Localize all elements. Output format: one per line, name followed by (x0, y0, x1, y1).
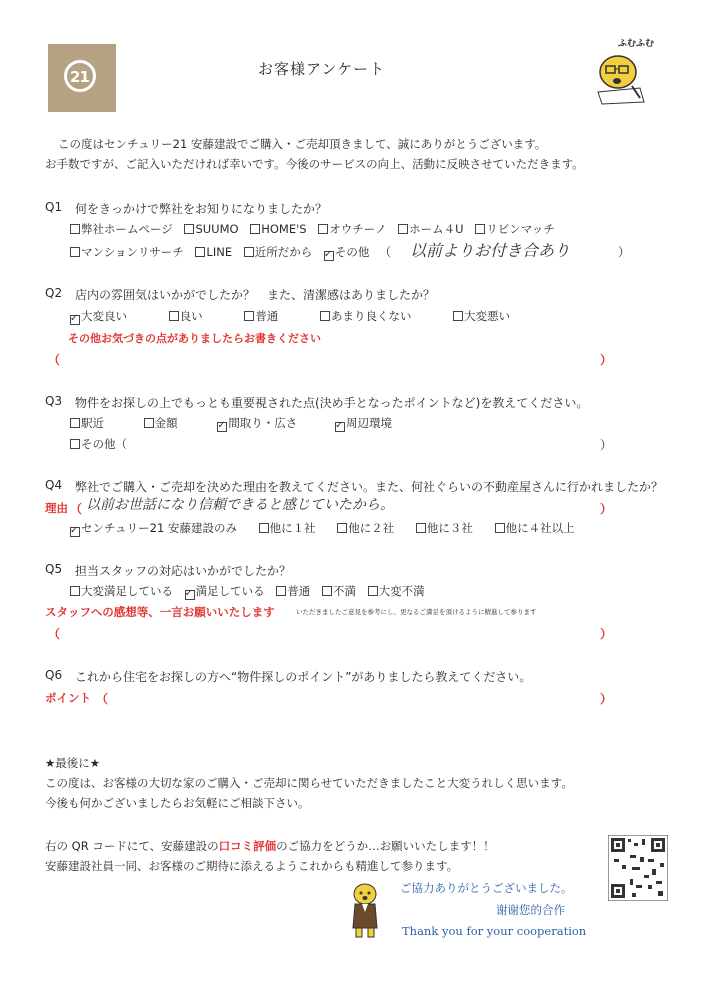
q2-label: Q2 (45, 286, 63, 300)
checkbox-icon (244, 247, 254, 257)
q3-opt-environment[interactable]: ✓ 周辺環境 (334, 416, 392, 431)
closing-heading: ★最後に★ (45, 756, 101, 770)
checkbox-icon (259, 523, 269, 533)
q1-opt-homes[interactable]: HOME'S (250, 222, 306, 236)
paren-open: （ (48, 353, 61, 367)
checkbox-checked-icon: ✓ (70, 525, 79, 536)
paren-close: ） (600, 353, 613, 367)
paren-close: ） (600, 692, 613, 706)
checkbox-icon (70, 418, 80, 428)
intro-line-2: お手数ですが、ご記入いただければ幸いです。今後のサービスの向上、活動に反映させていただきます。 (45, 157, 584, 171)
checkbox-icon (318, 224, 328, 234)
q1-opt-other[interactable]: ✓ その他 (323, 245, 370, 260)
checkbox-icon (70, 247, 80, 257)
q2-opt-not-good[interactable]: あまり良くない (320, 309, 412, 323)
q4-opt-3[interactable]: 他に３社 (416, 521, 473, 535)
q1-opt-line[interactable]: LINE (195, 245, 232, 259)
q4-opt-4plus[interactable]: 他に４社以上 (495, 521, 575, 535)
checkbox-icon (337, 523, 347, 533)
q1-opt-nearby[interactable]: 近所だから (244, 245, 313, 259)
review-highlight: 口コミ評価 (218, 839, 277, 853)
q1-label: Q1 (45, 200, 63, 214)
qr-code-icon[interactable] (608, 835, 668, 901)
thanks-cn: 谢谢您的合作 (496, 903, 565, 917)
paren-close: ） (618, 245, 631, 259)
q1-opt-ouchino[interactable]: オウチーノ (318, 222, 386, 236)
dog-mascot-writing-icon (588, 36, 658, 106)
closing-line-4: 安藤建設社員一同、お客様のご期待に添えるようこれからも精進して参ります。 (45, 859, 459, 873)
checkbox-icon (398, 224, 408, 234)
q3-options (70, 415, 392, 432)
q2-opt-very-good[interactable]: ✓ 大変良い (70, 309, 127, 324)
q6-point-label: ポイント (45, 691, 91, 705)
paren-open: （ (48, 627, 61, 641)
q5-opt-very-dissatisfied[interactable]: 大変不満 (368, 584, 425, 598)
q5-opt-very-satisfied[interactable]: 大変満足している (70, 584, 173, 598)
checkbox-icon (244, 311, 254, 321)
checkbox-icon (184, 224, 194, 234)
checkbox-icon (368, 586, 378, 596)
q6-question: これから住宅をお探しの方へ“物件探しのポイント”がありましたら教えてください。 (75, 670, 532, 684)
q3-question: 物件をお探しの上でもっとも重要視された点(決め手となったポイントなど)を教えてください。 (75, 396, 589, 410)
closing-line-2: 今後も何かございましたらお気軽にご相談下さい。 (45, 796, 310, 810)
q1-row2 (70, 243, 391, 261)
q4-opt-c21-only[interactable]: ✓ センチュリー21 安藤建設のみ (70, 521, 237, 536)
checkbox-icon (144, 418, 154, 428)
century21-logo (48, 44, 116, 112)
mascot-caption: ふむふむ (618, 39, 655, 49)
paren-close: ） (600, 438, 613, 452)
q5-options (70, 583, 425, 600)
dog-mascot-suit-icon (345, 880, 385, 940)
q2-opt-good[interactable]: 良い (169, 309, 203, 323)
q4-opt-1[interactable]: 他に１社 (259, 521, 316, 535)
q2-opt-normal[interactable]: 普通 (244, 309, 278, 323)
q4-opt-2[interactable]: 他に２社 (337, 521, 394, 535)
q1-other-answer[interactable]: 以前よりお付き合あり (410, 241, 571, 260)
q6-label: Q6 (45, 668, 63, 682)
q5-opt-satisfied[interactable]: ✓ 満足している (184, 584, 265, 599)
checkbox-icon (70, 224, 80, 234)
q5-opt-normal[interactable]: 普通 (276, 584, 310, 598)
q5-opt-dissatisfied[interactable]: 不満 (322, 584, 356, 598)
q5-label: Q5 (45, 562, 63, 576)
q2-opt-very-bad[interactable]: 大変悪い (453, 309, 510, 323)
q4-reason-label: 理由 (45, 501, 68, 515)
page-title: お客様アンケート (258, 60, 386, 78)
checkbox-icon (70, 439, 80, 449)
q3-opt-station[interactable]: 駅近 (70, 416, 104, 430)
checkbox-icon (250, 224, 260, 234)
checkbox-checked-icon: ✓ (184, 588, 194, 599)
checkbox-icon (416, 523, 426, 533)
paren-close: ） (600, 502, 613, 516)
checkbox-icon (453, 311, 463, 321)
paren-open: （ (379, 245, 392, 259)
q4-label: Q4 (45, 478, 63, 492)
checkbox-checked-icon: ✓ (217, 420, 226, 431)
q1-opt-homepage[interactable]: 弊社ホームページ (70, 222, 173, 236)
checkbox-icon (475, 224, 485, 234)
q2-options (70, 308, 510, 325)
checkbox-icon (322, 586, 332, 596)
checkbox-icon (276, 586, 286, 596)
q1-row1 (70, 221, 555, 237)
checkbox-checked-icon: ✓ (334, 420, 344, 431)
closing-line-3: 右の QR コードにて、安藤建設の口コミ評価のご協力をどうか…お願いいたします！！ (45, 839, 495, 853)
q1-question: 何をきっかけで弊社をお知りになりましたか？ (75, 202, 328, 216)
intro-line-1: この度はセンチュリー21 安藤建設でご購入・ご売却頂きまして、誠にありがとうございます。 (58, 137, 547, 151)
thanks-jp: ご協力ありがとうございました。 (400, 881, 573, 895)
checkbox-checked-icon: ✓ (323, 249, 333, 260)
q4-question: 弊社でご購入・ご売却を決めた理由を教えてください。また、何社ぐらいの不動産屋さんに行かれましたか？ (75, 480, 664, 494)
q2-note: その他お気づきの点がありましたらお書きください (68, 332, 321, 345)
closing-line-1: この度は、お客様の大切な家のご購入・ご売却に関らせていただきましたこと大変うれしく思います。 (45, 776, 573, 790)
q5-question: 担当スタッフの対応はいかがでしたか？ (75, 564, 292, 578)
q4-options (70, 520, 575, 537)
checkbox-icon (70, 586, 80, 596)
checkbox-icon (169, 311, 179, 321)
q3-opt-other[interactable]: その他（ (70, 436, 127, 452)
q1-opt-home4u[interactable]: ホーム４U (398, 222, 463, 236)
paren-open: （ (70, 502, 83, 516)
checkbox-icon (195, 247, 205, 257)
q1-opt-mansion-research[interactable]: マンションリサーチ (70, 245, 184, 259)
checkbox-checked-icon: ✓ (70, 313, 79, 324)
thanks-en: Thank you for your cooperation (402, 924, 587, 938)
q1-opt-rivinmatch[interactable]: リビンマッチ (475, 222, 555, 236)
q3-opt-layout[interactable]: ✓ 間取り・広さ (217, 416, 298, 431)
q5-staff-note: いただきましたご意見を参考にし、更なるご満足を頂けるように精進して参ります (296, 608, 537, 616)
checkbox-icon (320, 311, 330, 321)
q5-staff-label: スタッフへの感想等、一言お願いいたします (45, 605, 275, 619)
q4-reason-answer[interactable]: 以前お世話になり信頼できると感じていたから。 (86, 497, 394, 513)
q3-opt-price[interactable]: 金額 (144, 416, 178, 430)
checkbox-icon (495, 523, 505, 533)
paren-open: （ (96, 692, 109, 706)
q3-label: Q3 (45, 394, 63, 408)
paren-close: ） (600, 627, 613, 641)
logo-text: 21 (70, 68, 89, 86)
q2-question: 店内の雰囲気はいかがでしたか？ また、清潔感はありましたか？ (75, 288, 436, 302)
q1-opt-suumo[interactable]: SUUMO (184, 222, 238, 236)
